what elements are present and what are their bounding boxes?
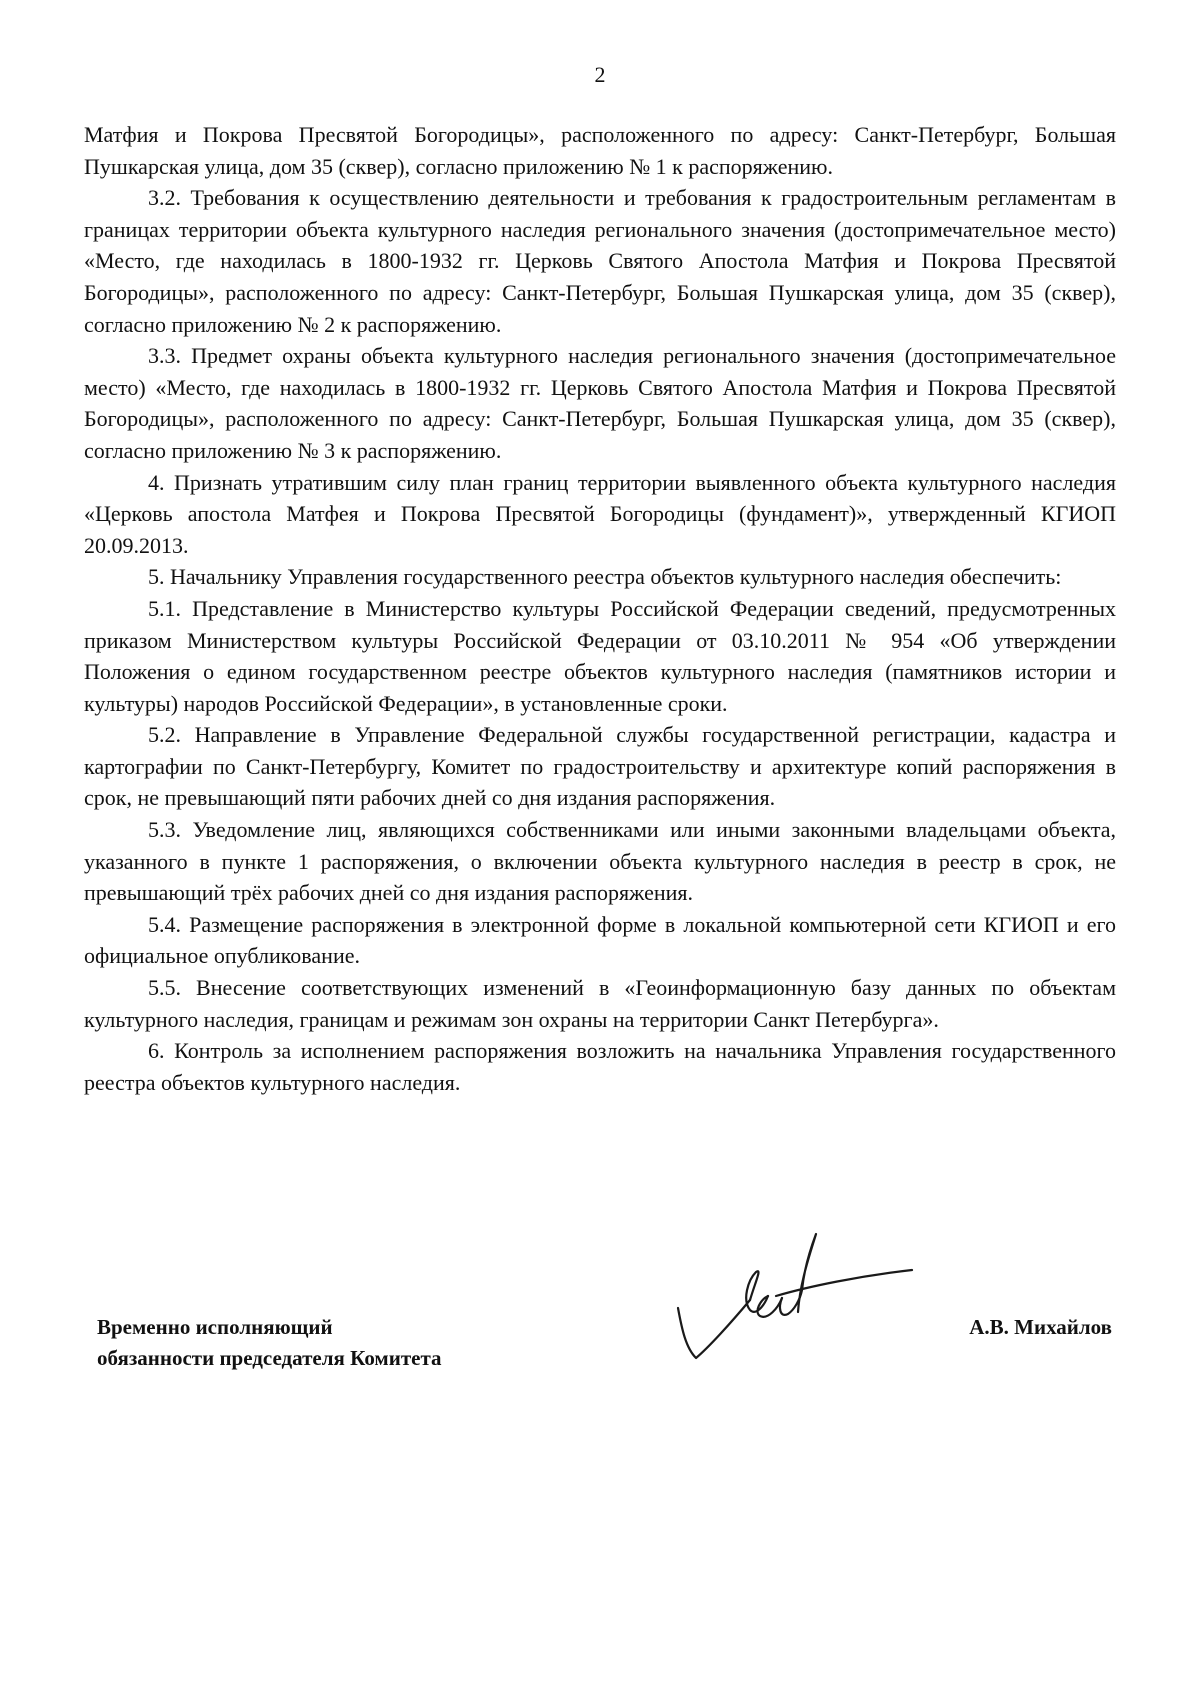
paragraph-5-5: 5.5. Внесение соответствующих изменений в «Геоинформационную базу данных по объектам культурного наследия, границам и режимам зон охраны на территории Санкт Петербурга».: [84, 975, 1116, 1032]
signatory-name: А.В. Михайлов: [969, 1315, 1112, 1339]
paragraph-6: 6. Контроль за исполнением распоряжения возложить на начальника Управления государственного реестра объектов культурного наследия.: [84, 1038, 1116, 1095]
paragraph-5: 5. Начальнику Управления государственного реестра объектов культурного наследия обеспечить:: [148, 564, 1062, 590]
paragraph-4: 4. Признать утратившим силу план границ территории выявленного объекта культурного наследия «Церковь апостола Матфея и Покрова Пресвятой Богородицы (фундамент)», утвержденный КГИОП 20.09.2013.: [84, 469, 1116, 558]
paragraph-5-4: 5.4. Размещение распоряжения в электронной форме в локальной компьютерной сети КГИОП и его официальное опубликование.: [84, 911, 1116, 969]
paragraph-3-3: 3.3. Предмет охраны объекта культурного наследия регионального значения (достопримечательное место) «Место, где находилась в 1800-1932 гг. Церковь Святого Апостола Матфия и Покрова Пресвятой Богородицы», расположенного по адресу: Санкт-Петербург, Большая Пушкарская улица, дом 35 (сквер), согласно приложению № 3 к распоряжению.: [84, 343, 1116, 463]
document-body: [84, 119, 1116, 1098]
paragraph-5-3: 5.3. Уведомление лиц, являющихся собственниками или иными законными владельцами объекта, указанного в пункте 1 распоряжения, о включении объекта культурного наследия в реестр в срок, не превышающий трёх рабочих дней со дня издания распоряжения.: [84, 817, 1116, 906]
page-number: 2: [594, 62, 606, 87]
paragraph-continuation: Матфия и Покрова Пресвятой Богородицы», расположенного по адресу: Санкт-Петербург, Большая Пушкарская улица, дом 35 (сквер), согласно приложению № 1 к распоряжению.: [84, 122, 1116, 179]
handwritten-signature-icon: [660, 1220, 960, 1370]
paragraph-3-2: 3.2. Требования к осуществлению деятельности и требования к градостроительным регламентам в границах территории объекта культурного наследия регионального значения (достопримечательное место) «Место, где находилась в 1800-1932 гг. Церковь Святого Апостола Матфия и Покрова Пресвятой Богородицы», расположенного по адресу: Санкт-Петербург, Большая Пушкарская улица, дом 35 (сквер), согласно приложению № 2 к распоряжению.: [84, 185, 1116, 337]
paragraph-5-1: 5.1. Представление в Министерство культуры Российской Федерации сведений, предусмотренных приказом Министерством культуры Российской Федерации от 03.10.2011 № 954 «Об утверждении Положения о едином государственном реестре объектов культурного наследия (памятников истории и культуры) народов Российской Федерации», в установленные сроки.: [84, 595, 1116, 716]
signatory-position-line-1: Временно исполняющий: [97, 1315, 333, 1339]
paragraph-5-2: 5.2. Направление в Управление Федеральной службы государственной регистрации, кадастра и картографии по Санкт-Петербургу, Комитет по градостроительству и архитектуре копий распоряжения в срок, не превышающий пяти рабочих дней со дня издания распоряжения.: [84, 722, 1116, 811]
signatory-position-line-2: обязанности председателя Комитета: [97, 1346, 442, 1370]
signatory-position: [97, 1312, 442, 1374]
